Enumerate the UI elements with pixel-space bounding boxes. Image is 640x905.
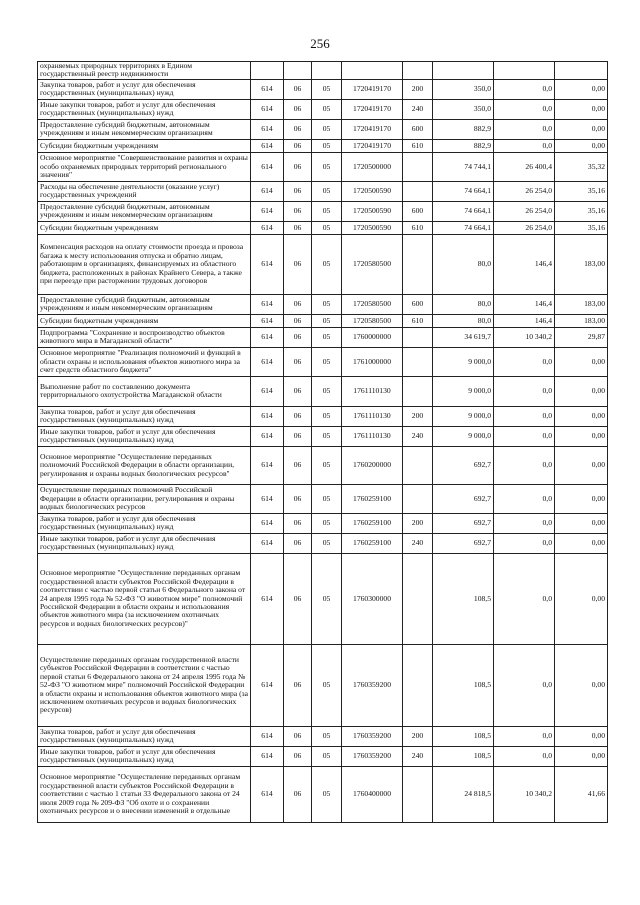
cell-expense-type: 240	[403, 99, 433, 119]
cell-plan: 692,7	[433, 484, 494, 513]
cell-vedomstvo: 614	[251, 181, 284, 201]
cell-razdel: 06	[284, 152, 312, 181]
cell-plan: 9 000,0	[433, 406, 494, 426]
cell-plan: 74 664,1	[433, 201, 494, 221]
cell-podrazdel: 05	[312, 314, 342, 327]
cell-plan: 350,0	[433, 99, 494, 119]
cell-plan: 80,0	[433, 234, 494, 294]
cell-fact: 0,0	[494, 533, 555, 553]
cell-vedomstvo: 614	[251, 314, 284, 327]
cell-fact: 0,0	[494, 79, 555, 99]
table-row	[38, 181, 608, 201]
cell-percent: 35,16	[555, 221, 608, 234]
cell-fact: 0,0	[494, 446, 555, 484]
cell-name: Иные закупки товаров, работ и услуг для обеспечения государственных (муниципальных) нужд	[38, 99, 251, 119]
table-row	[38, 327, 608, 347]
cell-expense-type: 610	[403, 221, 433, 234]
cell-vedomstvo: 614	[251, 234, 284, 294]
cell-target-article: 1760259100	[342, 513, 403, 533]
cell-vedomstvo: 614	[251, 99, 284, 119]
cell-fact: 0,0	[494, 376, 555, 406]
cell-razdel: 06	[284, 376, 312, 406]
cell-vedomstvo: 614	[251, 426, 284, 446]
cell-vedomstvo: 614	[251, 533, 284, 553]
cell-target-article: 1720500000	[342, 152, 403, 181]
cell-razdel: 06	[284, 766, 312, 822]
cell-target-article: 1760300000	[342, 553, 403, 644]
cell-plan: 74 664,1	[433, 221, 494, 234]
table-row	[38, 484, 608, 513]
cell-vedomstvo: 614	[251, 347, 284, 376]
cell-expense-type: 610	[403, 139, 433, 152]
cell-name: Основное мероприятие "Осуществление переданных полномочий Российской Федерации в области организации, регулирования и охраны водных биологических ресурсов"	[38, 446, 251, 484]
table-row	[38, 99, 608, 119]
cell-fact: 0,0	[494, 139, 555, 152]
cell-vedomstvo: 614	[251, 201, 284, 221]
cell-fact: 26 254,0	[494, 221, 555, 234]
cell-expense-type	[403, 181, 433, 201]
cell-fact: 146,4	[494, 234, 555, 294]
cell-target-article: 1761110130	[342, 376, 403, 406]
cell-percent: 0,00	[555, 347, 608, 376]
cell-vedomstvo: 614	[251, 327, 284, 347]
cell-plan: 108,5	[433, 644, 494, 726]
cell-name: Выполнение работ по составлению документа территориального охотустройства Магаданской области	[38, 376, 251, 406]
cell-name: Расходы на обеспечение деятельности (оказание услуг) государственных учреждений	[38, 181, 251, 201]
cell-expense-type	[403, 327, 433, 347]
table-row	[38, 347, 608, 376]
cell-podrazdel: 05	[312, 201, 342, 221]
table-row	[38, 746, 608, 766]
cell-podrazdel: 05	[312, 152, 342, 181]
cell-name: Иные закупки товаров, работ и услуг для обеспечения государственных (муниципальных) нужд	[38, 746, 251, 766]
cell-target-article: 1760359200	[342, 644, 403, 726]
cell-plan: 74 744,1	[433, 152, 494, 181]
cell-fact: 26 400,4	[494, 152, 555, 181]
cell-name: Основное мероприятие "Осуществление переданных органам государственной власти субъектов Российской Федерации в соответствии с частью первой статьи 6 Федерального закона от 24 апреля 1995 года № 52-ФЗ "О животном мире" полномочий Российской Федерации в области охраны и использования объектов животного мира (за исключением охотничьих ресурсов и водных биологических ресурсов)"	[38, 553, 251, 644]
cell-razdel: 06	[284, 327, 312, 347]
cell-plan: 108,5	[433, 553, 494, 644]
cell-podrazdel: 05	[312, 746, 342, 766]
cell-vedomstvo: 614	[251, 553, 284, 644]
cell-target-article: 1720500590	[342, 181, 403, 201]
cell-percent: 0,00	[555, 446, 608, 484]
cell-target-article: 1760400000	[342, 766, 403, 822]
cell-percent: 0,00	[555, 79, 608, 99]
cell-target-article: 1720419170	[342, 79, 403, 99]
cell-percent: 0,00	[555, 139, 608, 152]
table-row	[38, 234, 608, 294]
cell-razdel	[284, 62, 312, 80]
cell-fact: 146,4	[494, 294, 555, 314]
cell-percent: 0,00	[555, 726, 608, 746]
cell-percent: 183,00	[555, 234, 608, 294]
cell-percent: 29,87	[555, 327, 608, 347]
cell-target-article: 1720580500	[342, 314, 403, 327]
cell-podrazdel: 05	[312, 234, 342, 294]
cell-plan: 350,0	[433, 79, 494, 99]
cell-plan: 108,5	[433, 726, 494, 746]
cell-vedomstvo: 614	[251, 119, 284, 139]
cell-razdel: 06	[284, 426, 312, 446]
table-row	[38, 726, 608, 746]
cell-name: Компенсация расходов на оплату стоимости проезда и провоза багажа к месту использования отпуска и обратно лицам, работающим в организациях, финансируемых из областного бюджета, расположенных в районах Крайнего Севера, а также при переезде при расторжении трудовых договоров	[38, 234, 251, 294]
cell-expense-type: 240	[403, 426, 433, 446]
table-row	[38, 376, 608, 406]
cell-name: Субсидии бюджетным учреждениям	[38, 314, 251, 327]
cell-expense-type: 600	[403, 119, 433, 139]
cell-podrazdel: 05	[312, 294, 342, 314]
cell-podrazdel: 05	[312, 221, 342, 234]
table-row	[38, 139, 608, 152]
table-body	[38, 62, 608, 823]
cell-percent: 183,00	[555, 294, 608, 314]
cell-razdel: 06	[284, 746, 312, 766]
cell-vedomstvo: 614	[251, 79, 284, 99]
cell-razdel: 06	[284, 726, 312, 746]
cell-razdel: 06	[284, 314, 312, 327]
cell-fact: 0,0	[494, 406, 555, 426]
cell-podrazdel: 05	[312, 347, 342, 376]
cell-vedomstvo: 614	[251, 221, 284, 234]
cell-fact: 10 340,2	[494, 766, 555, 822]
cell-expense-type: 240	[403, 533, 433, 553]
cell-plan: 882,9	[433, 139, 494, 152]
cell-expense-type: 200	[403, 726, 433, 746]
table-row	[38, 314, 608, 327]
cell-podrazdel: 05	[312, 644, 342, 726]
cell-percent: 183,00	[555, 314, 608, 327]
cell-vedomstvo: 614	[251, 139, 284, 152]
cell-target-article: 1720419170	[342, 139, 403, 152]
cell-name: Предоставление субсидий бюджетным, автономным учреждениям и иным некоммерческим организациям	[38, 294, 251, 314]
cell-plan: 80,0	[433, 314, 494, 327]
table-row	[38, 533, 608, 553]
cell-fact: 0,0	[494, 513, 555, 533]
cell-expense-type: 600	[403, 294, 433, 314]
cell-expense-type	[403, 484, 433, 513]
cell-expense-type	[403, 234, 433, 294]
cell-expense-type	[403, 347, 433, 376]
cell-plan: 24 818,5	[433, 766, 494, 822]
cell-razdel: 06	[284, 553, 312, 644]
cell-vedomstvo: 614	[251, 644, 284, 726]
cell-fact: 10 340,2	[494, 327, 555, 347]
cell-name: Подпрограмма "Сохранение и воспроизводство объектов животного мира в Магаданской области"	[38, 327, 251, 347]
cell-name: охраняемых природных территориях в Едином государственный реестр недвижимости	[38, 62, 251, 80]
table-row	[38, 644, 608, 726]
cell-target-article: 1760359200	[342, 746, 403, 766]
cell-vedomstvo: 614	[251, 376, 284, 406]
cell-fact: 0,0	[494, 426, 555, 446]
cell-podrazdel: 05	[312, 533, 342, 553]
cell-target-article: 1720580500	[342, 294, 403, 314]
cell-podrazdel: 05	[312, 553, 342, 644]
cell-plan: 9 000,0	[433, 376, 494, 406]
cell-expense-type: 240	[403, 746, 433, 766]
cell-percent: 41,66	[555, 766, 608, 822]
cell-percent: 0,00	[555, 513, 608, 533]
cell-plan: 80,0	[433, 294, 494, 314]
cell-expense-type	[403, 553, 433, 644]
cell-percent: 0,00	[555, 99, 608, 119]
cell-fact: 0,0	[494, 347, 555, 376]
cell-name: Закупка товаров, работ и услуг для обеспечения государственных (муниципальных) нужд	[38, 79, 251, 99]
cell-percent: 0,00	[555, 484, 608, 513]
cell-target-article: 1761110130	[342, 426, 403, 446]
budget-table	[37, 61, 608, 823]
cell-name: Осуществление переданных органам государственной власти субъектов Российской Федерации в соответствии с частью первой статьи 6 Федерального закона от 24 апреля 1995 года № 52-ФЗ "О животном мире" полномочий Российской Федерации в области охраны и использования объектов животного мира (за исключением охотничьих ресурсов и водных биологических ресурсов)	[38, 644, 251, 726]
cell-name: Закупка товаров, работ и услуг для обеспечения государственных (муниципальных) нужд	[38, 513, 251, 533]
table-row	[38, 119, 608, 139]
cell-fact: 0,0	[494, 119, 555, 139]
cell-target-article: 1760359200	[342, 726, 403, 746]
cell-plan	[433, 62, 494, 80]
cell-percent: 0,00	[555, 406, 608, 426]
cell-razdel: 06	[284, 201, 312, 221]
cell-razdel: 06	[284, 99, 312, 119]
cell-vedomstvo: 614	[251, 152, 284, 181]
cell-podrazdel: 05	[312, 79, 342, 99]
cell-expense-type: 200	[403, 406, 433, 426]
cell-expense-type	[403, 152, 433, 181]
cell-podrazdel: 05	[312, 139, 342, 152]
cell-name: Иные закупки товаров, работ и услуг для обеспечения государственных (муниципальных) нужд	[38, 533, 251, 553]
cell-vedomstvo: 614	[251, 766, 284, 822]
cell-podrazdel: 05	[312, 513, 342, 533]
cell-plan: 108,5	[433, 746, 494, 766]
cell-expense-type: 200	[403, 513, 433, 533]
cell-name: Основное мероприятие "Совершенствование развития и охраны особо охраняемых природных территорий регионального значения"	[38, 152, 251, 181]
cell-plan: 9 000,0	[433, 426, 494, 446]
cell-razdel: 06	[284, 181, 312, 201]
cell-fact: 0,0	[494, 553, 555, 644]
cell-vedomstvo: 614	[251, 513, 284, 533]
cell-percent: 0,00	[555, 376, 608, 406]
cell-razdel: 06	[284, 347, 312, 376]
cell-target-article: 1720500590	[342, 201, 403, 221]
cell-podrazdel: 05	[312, 426, 342, 446]
cell-name: Предоставление субсидий бюджетным, автономным учреждениям и иным некоммерческим организациям	[38, 201, 251, 221]
cell-plan: 882,9	[433, 119, 494, 139]
cell-target-article: 1760259100	[342, 484, 403, 513]
table-row	[38, 426, 608, 446]
cell-vedomstvo	[251, 62, 284, 80]
cell-percent: 0,00	[555, 746, 608, 766]
cell-podrazdel: 05	[312, 726, 342, 746]
cell-percent: 35,16	[555, 181, 608, 201]
cell-podrazdel: 05	[312, 119, 342, 139]
table-row	[38, 201, 608, 221]
table-row	[38, 406, 608, 426]
table-row	[38, 766, 608, 822]
cell-plan: 74 664,1	[433, 181, 494, 201]
cell-podrazdel: 05	[312, 99, 342, 119]
cell-target-article: 1760200000	[342, 446, 403, 484]
cell-target-article	[342, 62, 403, 80]
cell-fact: 0,0	[494, 726, 555, 746]
cell-vedomstvo: 614	[251, 726, 284, 746]
cell-target-article: 1761110130	[342, 406, 403, 426]
cell-percent: 0,00	[555, 553, 608, 644]
cell-percent: 35,32	[555, 152, 608, 181]
cell-expense-type	[403, 62, 433, 80]
table-row	[38, 62, 608, 80]
cell-expense-type: 200	[403, 79, 433, 99]
cell-plan: 692,7	[433, 446, 494, 484]
cell-fact: 0,0	[494, 746, 555, 766]
cell-razdel: 06	[284, 406, 312, 426]
cell-name: Иные закупки товаров, работ и услуг для обеспечения государственных (муниципальных) нужд	[38, 426, 251, 446]
cell-target-article: 1720500590	[342, 221, 403, 234]
cell-razdel: 06	[284, 234, 312, 294]
cell-expense-type	[403, 766, 433, 822]
cell-podrazdel: 05	[312, 327, 342, 347]
cell-razdel: 06	[284, 119, 312, 139]
cell-expense-type	[403, 644, 433, 726]
cell-expense-type: 610	[403, 314, 433, 327]
cell-expense-type	[403, 446, 433, 484]
table-row	[38, 513, 608, 533]
cell-fact	[494, 62, 555, 80]
cell-name: Предоставление субсидий бюджетным, автономным учреждениям и иным некоммерческим организациям	[38, 119, 251, 139]
cell-razdel: 06	[284, 139, 312, 152]
cell-podrazdel: 05	[312, 766, 342, 822]
table-row	[38, 294, 608, 314]
cell-podrazdel: 05	[312, 484, 342, 513]
cell-name: Осуществление переданных полномочий Российской Федерации в области организации, регулирования и охраны водных биологических ресурсов	[38, 484, 251, 513]
cell-razdel: 06	[284, 533, 312, 553]
cell-fact: 26 254,0	[494, 181, 555, 201]
cell-percent: 0,00	[555, 533, 608, 553]
cell-percent: 0,00	[555, 644, 608, 726]
table-row	[38, 446, 608, 484]
cell-podrazdel: 05	[312, 181, 342, 201]
cell-vedomstvo: 614	[251, 446, 284, 484]
cell-plan: 34 619,7	[433, 327, 494, 347]
cell-podrazdel: 05	[312, 376, 342, 406]
cell-razdel: 06	[284, 446, 312, 484]
cell-target-article: 1720419170	[342, 99, 403, 119]
cell-target-article: 1760259100	[342, 533, 403, 553]
cell-razdel: 06	[284, 221, 312, 234]
table-row	[38, 221, 608, 234]
cell-fact: 0,0	[494, 484, 555, 513]
cell-name: Субсидии бюджетным учреждениям	[38, 139, 251, 152]
cell-percent: 0,00	[555, 119, 608, 139]
cell-target-article: 1720580500	[342, 234, 403, 294]
cell-expense-type: 600	[403, 201, 433, 221]
cell-fact: 0,0	[494, 644, 555, 726]
cell-name: Основное мероприятие "Осуществление переданных органам государственной власти субъектов Российской Федерации в соответствии с частью 1 статьи 33 Федерального закона от 24 июля 2009 года № 209-ФЗ "Об охоте и о сохранении охотничьих ресурсов и о внесении изменений в отдельные	[38, 766, 251, 822]
cell-name: Закупка товаров, работ и услуг для обеспечения государственных (муниципальных) нужд	[38, 726, 251, 746]
page-number: 256	[310, 36, 330, 51]
cell-vedomstvo: 614	[251, 406, 284, 426]
cell-podrazdel: 05	[312, 446, 342, 484]
cell-vedomstvo: 614	[251, 484, 284, 513]
cell-razdel: 06	[284, 513, 312, 533]
cell-name: Основное мероприятие "Реализация полномочий и функций в области охраны и использования объектов животного мира за счет средств областного бюджета"	[38, 347, 251, 376]
cell-podrazdel	[312, 62, 342, 80]
cell-target-article: 1720419170	[342, 119, 403, 139]
cell-vedomstvo: 614	[251, 746, 284, 766]
cell-podrazdel: 05	[312, 406, 342, 426]
cell-name: Закупка товаров, работ и услуг для обеспечения государственных (муниципальных) нужд	[38, 406, 251, 426]
cell-percent	[555, 62, 608, 80]
cell-plan: 9 000,0	[433, 347, 494, 376]
table-row	[38, 79, 608, 99]
table-row	[38, 553, 608, 644]
cell-target-article: 1760000000	[342, 327, 403, 347]
cell-razdel: 06	[284, 644, 312, 726]
cell-razdel: 06	[284, 294, 312, 314]
cell-fact: 146,4	[494, 314, 555, 327]
cell-percent: 35,16	[555, 201, 608, 221]
cell-target-article: 1761000000	[342, 347, 403, 376]
cell-percent: 0,00	[555, 426, 608, 446]
cell-vedomstvo: 614	[251, 294, 284, 314]
cell-razdel: 06	[284, 484, 312, 513]
cell-fact: 0,0	[494, 99, 555, 119]
table-row	[38, 152, 608, 181]
cell-name: Субсидии бюджетным учреждениям	[38, 221, 251, 234]
cell-plan: 692,7	[433, 533, 494, 553]
cell-plan: 692,7	[433, 513, 494, 533]
cell-razdel: 06	[284, 79, 312, 99]
cell-expense-type	[403, 376, 433, 406]
cell-fact: 26 254,0	[494, 201, 555, 221]
